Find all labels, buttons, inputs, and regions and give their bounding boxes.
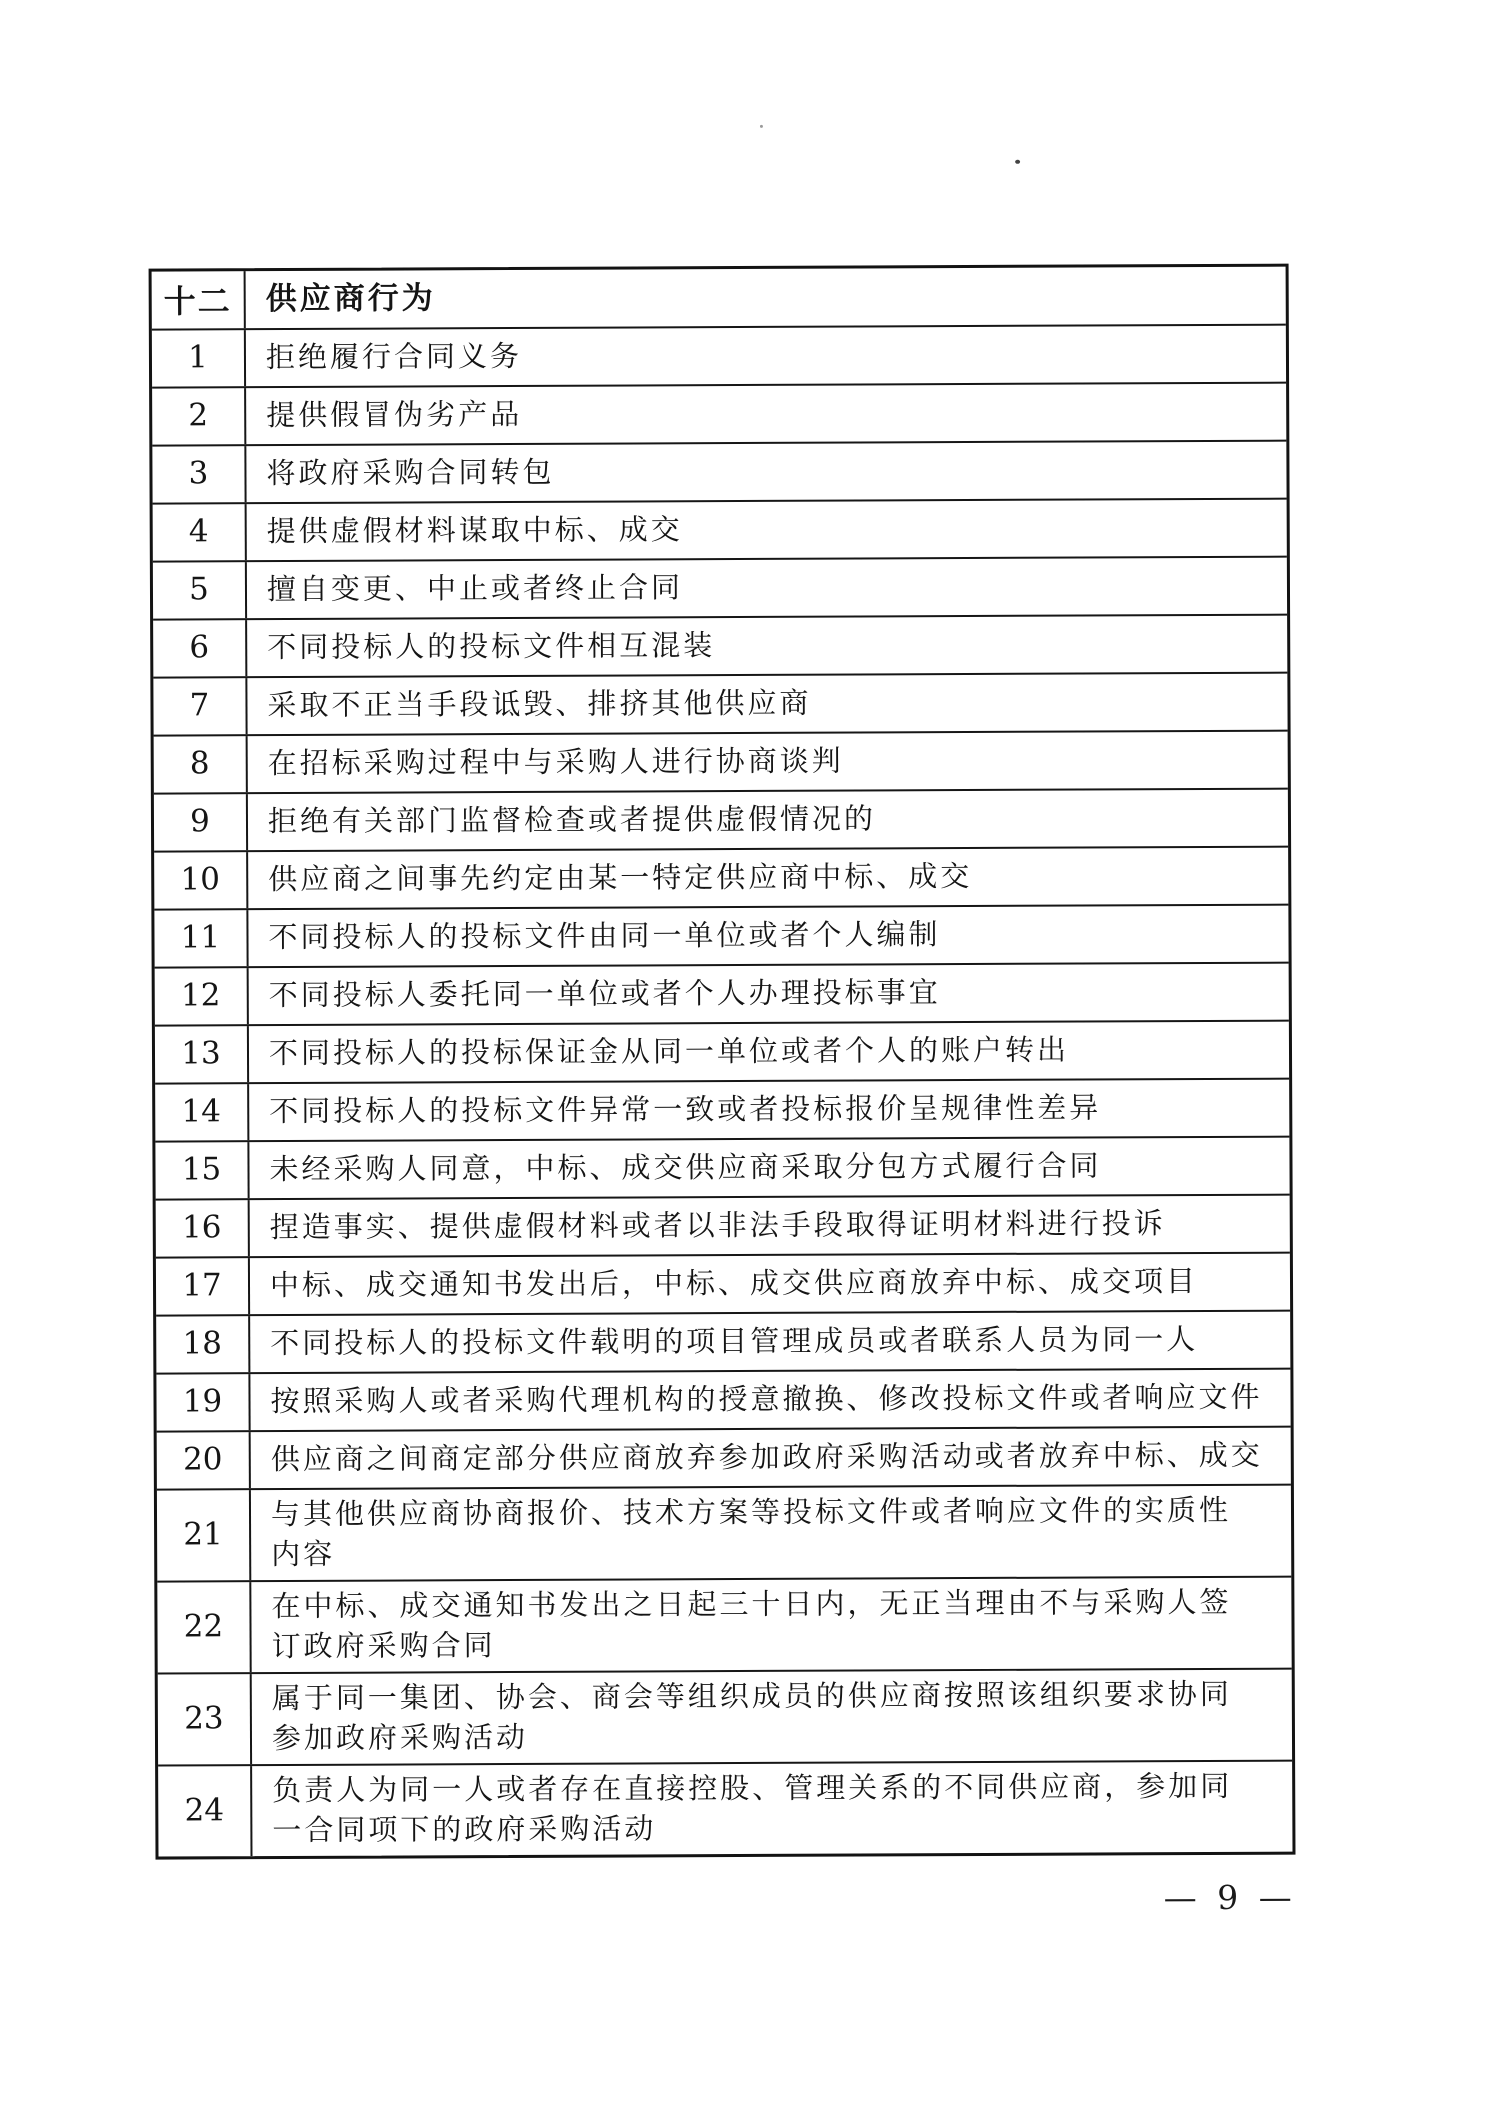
row-number: 21 xyxy=(157,1490,251,1580)
row-number: 2 xyxy=(152,388,246,444)
row-text: 采取不正当手段诋毁、排挤其他供应商 xyxy=(267,685,812,723)
row-text: 不同投标人的投标文件载明的项目管理成员或者联系人员为同一人 xyxy=(270,1322,1199,1361)
row-text: 不同投标人的投标文件相互混装 xyxy=(267,628,716,665)
row-number: 19 xyxy=(156,1374,250,1430)
table-row xyxy=(153,674,1287,737)
row-text: 不同投标人的投标保证金从同一单位或者个人的账户转出 xyxy=(268,1032,1070,1071)
supplier-behavior-table xyxy=(149,264,1296,1860)
scan-speck xyxy=(1015,160,1020,164)
row-text: 不同投标人委托同一单位或者个人办理投标事宜 xyxy=(268,975,941,1013)
table-row xyxy=(158,1762,1292,1857)
section-title: 供应商行为 xyxy=(265,279,436,317)
table-row xyxy=(158,1670,1292,1767)
table-row xyxy=(155,1022,1289,1085)
row-number: 6 xyxy=(153,620,247,676)
table-row xyxy=(154,790,1288,853)
row-text: 属于同一集团、协会、商会等组织成员的供应商按照该组织要求协同 参加政府采购活动 xyxy=(271,1676,1232,1756)
row-text: 供应商之间事先约定由某一特定供应商中标、成交 xyxy=(268,859,973,897)
row-number: 16 xyxy=(156,1200,250,1256)
row-text: 在中标、成交通知书发出之日起三十日内，无正当理由不与采购人签 订政府采购合同 xyxy=(271,1584,1232,1664)
row-text: 将政府采购合同转包 xyxy=(266,454,555,491)
row-number: 18 xyxy=(156,1316,250,1372)
table-row xyxy=(156,1312,1290,1375)
table-row xyxy=(155,1080,1289,1143)
table-row xyxy=(152,326,1286,389)
table-row xyxy=(155,964,1289,1027)
row-text: 提供假冒伪劣产品 xyxy=(266,396,523,433)
row-number: 5 xyxy=(153,562,247,618)
row-number: 7 xyxy=(153,678,247,734)
row-text: 与其他供应商协商报价、技术方案等投标文件或者响应文件的实质性 内容 xyxy=(270,1492,1232,1572)
row-number: 20 xyxy=(157,1432,251,1488)
table-row xyxy=(156,1370,1290,1433)
table-row xyxy=(154,848,1288,911)
row-number: 15 xyxy=(155,1142,249,1198)
row-text: 捏造事实、提供虚假材料或者以非法手段取得证明材料进行投诉 xyxy=(269,1206,1166,1245)
row-number: 10 xyxy=(154,852,248,908)
row-number: 3 xyxy=(152,446,246,502)
row-text: 拒绝履行合同义务 xyxy=(265,338,523,375)
table-row xyxy=(156,1254,1290,1317)
row-text: 中标、成交通知书发出后，中标、成交供应商放弃中标、成交项目 xyxy=(269,1264,1199,1303)
row-text: 在招标采购过程中与采购人进行协商谈判 xyxy=(267,743,844,781)
table-row xyxy=(155,1138,1289,1201)
table-row xyxy=(152,384,1286,447)
row-number: 9 xyxy=(154,794,248,850)
table-row xyxy=(153,558,1287,621)
table-body xyxy=(152,326,1293,1857)
scan-speck xyxy=(760,125,763,128)
table-header-row xyxy=(152,267,1286,331)
row-number: 8 xyxy=(154,736,248,792)
row-number: 1 xyxy=(152,330,246,386)
page-number: — 9 — xyxy=(1163,1877,1297,1918)
section-number: 十二 xyxy=(152,271,246,328)
row-number: 14 xyxy=(155,1084,249,1140)
table-row xyxy=(154,906,1288,969)
row-text: 未经采购人同意，中标、成交供应商采取分包方式履行合同 xyxy=(269,1148,1102,1187)
table-row xyxy=(156,1196,1290,1259)
row-text: 不同投标人的投标文件由同一单位或者个人编制 xyxy=(268,917,941,955)
row-number: 4 xyxy=(153,504,247,560)
table-row xyxy=(153,500,1287,563)
table-row xyxy=(153,616,1287,679)
row-number: 12 xyxy=(155,968,249,1024)
row-text: 按照采购人或者采购代理机构的授意撤换、修改投标文件或者响应文件 xyxy=(270,1379,1263,1419)
row-text: 不同投标人的投标文件异常一致或者投标报价呈规律性差异 xyxy=(269,1090,1102,1129)
row-number: 23 xyxy=(158,1674,252,1764)
row-number: 22 xyxy=(157,1582,251,1672)
row-number: 13 xyxy=(155,1026,249,1082)
row-text: 提供虚假材料谋取中标、成交 xyxy=(266,512,683,549)
table-row xyxy=(157,1486,1291,1583)
row-number: 24 xyxy=(158,1766,252,1856)
table-row xyxy=(157,1578,1291,1675)
row-text: 负责人为同一人或者存在直接控股、管理关系的不同供应商，参加同 一合同项下的政府采购活动 xyxy=(272,1768,1233,1848)
row-number: 17 xyxy=(156,1258,250,1314)
table-row xyxy=(154,732,1288,795)
row-text: 拒绝有关部门监督检查或者提供虚假情况的 xyxy=(267,801,877,839)
table-row xyxy=(152,442,1286,505)
row-text: 供应商之间商定部分供应商放弃参加政府采购活动或者放弃中标、成交 xyxy=(270,1437,1263,1477)
table-row xyxy=(157,1428,1291,1491)
row-number: 11 xyxy=(154,910,248,966)
row-text: 擅自变更、中止或者终止合同 xyxy=(266,570,684,607)
